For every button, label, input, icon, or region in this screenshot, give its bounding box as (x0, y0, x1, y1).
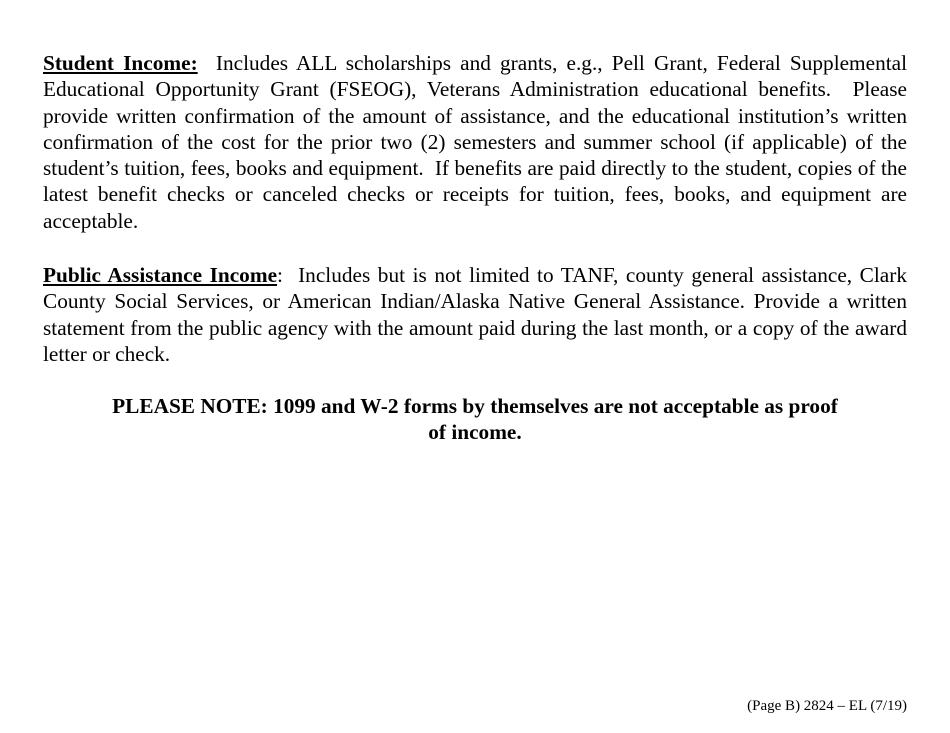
public-assistance-income-paragraph (43, 262, 913, 367)
page-footer-form-id: (Page B) 2824 – EL (7/19) (747, 698, 907, 714)
student-income-paragraph (43, 50, 913, 234)
student-income-heading (43, 51, 198, 75)
student-income-colon: : (190, 51, 198, 75)
student-income-term: Student Income (43, 51, 191, 75)
public-assistance-term: Public Assistance Income (43, 263, 278, 287)
public-assistance-colon: : (277, 263, 283, 287)
please-note-line-2: of income. (428, 420, 522, 445)
public-assistance-heading (43, 263, 283, 287)
student-income-text: Includes ALL scholarships and grants, e.g., Pell Grant, Federal Supplemental Educational Opportunity Grant (FSEOG), Veterans Administration educational benefits. Please provide written confirmation of the amount of assistance, and the educational institution’s written confirmation of the cost for the prior two (2) semesters and summer school (if applicable) of the student’s tuition, fees, books and equipment. If benefits are paid directly to the student, copies of the latest benefit checks or canceled checks or receipts for tuition, fees, books, and equipment are acceptable. (43, 51, 913, 233)
please-note-statement (43, 393, 907, 446)
please-note-line-1: PLEASE NOTE: 1099 and W-2 forms by themselves are not acceptable as proof (112, 394, 838, 418)
public-assistance-text: Includes but is not limited to TANF, county general assistance, Clark County Social Services, or American Indian/Alaska Native General Assistance. Provide a written statement from the public agency with the amount paid during the last month, or a copy of the award letter or check. (43, 263, 913, 366)
